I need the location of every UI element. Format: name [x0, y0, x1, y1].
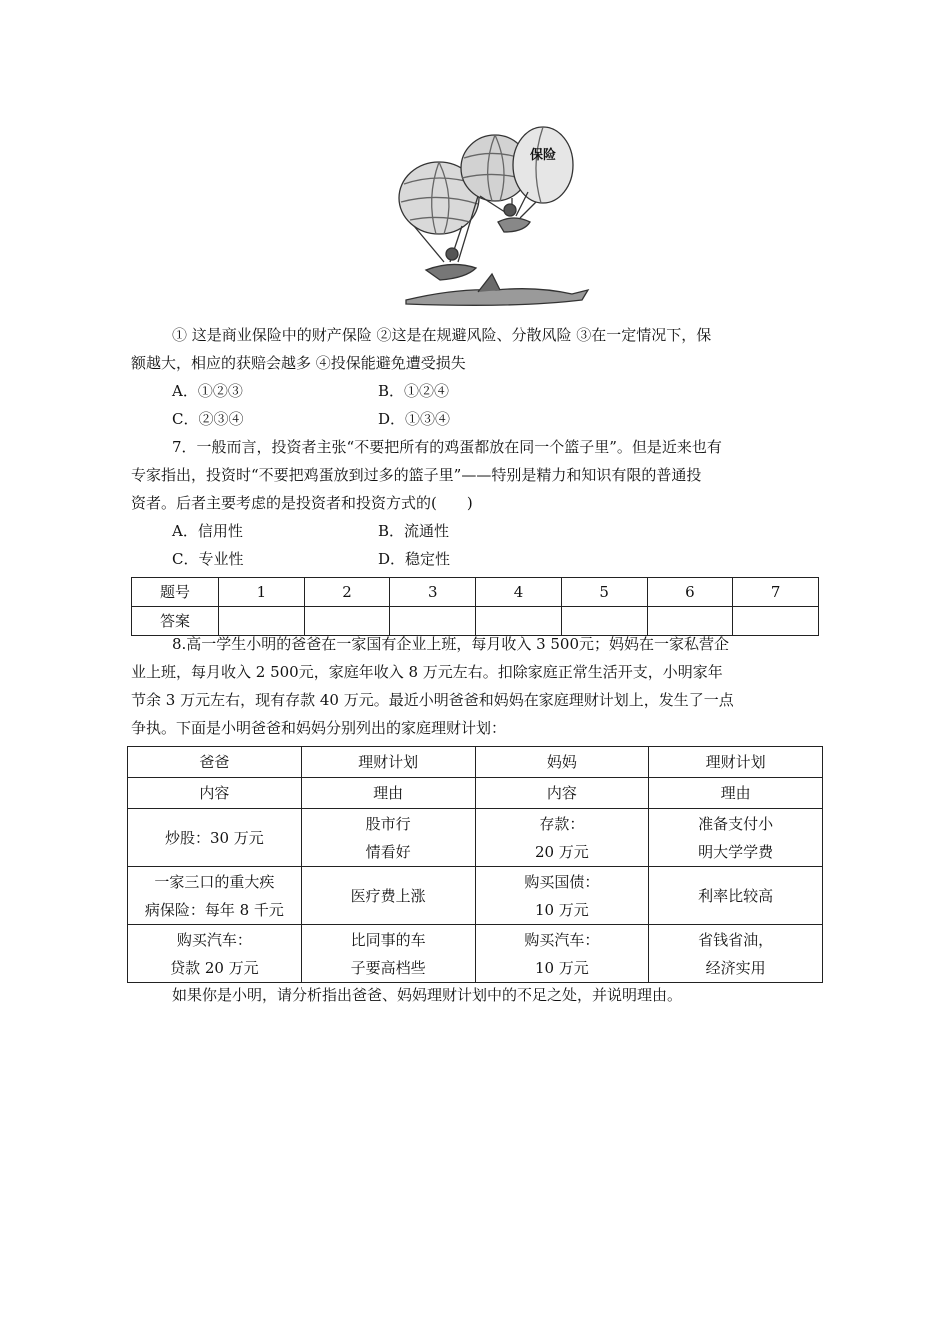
- answer-grid-number: 6: [647, 578, 733, 607]
- plan-header-dad-plan: 理财计划: [301, 747, 475, 778]
- q8-line-1: 8.高一学生小明的爸爸在一家国有企业上班，每月收入 3 500元；妈妈在一家私营企: [172, 635, 730, 653]
- plan-cell-line: 子要高档些: [350, 958, 426, 977]
- plan-cell-line: 利率比较高: [698, 886, 774, 905]
- plan-subheader-reason: 理由: [649, 778, 823, 809]
- plan-subheader-content: 内容: [475, 778, 649, 809]
- q7-line-1: 7．一般而言，投资者主张“不要把所有的鸡蛋都放在同一个篮子里”。但是近来也有: [172, 438, 722, 456]
- plan-cell: [649, 925, 823, 983]
- insurance-balloon-illustration: [396, 122, 592, 310]
- q6-option-d: D．①③④: [378, 410, 451, 428]
- answer-cell[interactable]: [476, 607, 562, 636]
- plan-cell-line: 病保险：每年 8 千元: [144, 900, 284, 919]
- answer-grid-number: 2: [304, 578, 390, 607]
- plan-cell: [649, 809, 823, 867]
- plan-cell: [128, 925, 302, 983]
- plan-header-mom-plan: 理财计划: [649, 747, 823, 778]
- plan-row: [128, 925, 823, 983]
- plan-cell-line: 10 万元: [534, 958, 589, 977]
- answer-cell[interactable]: [733, 607, 819, 636]
- answer-grid-answer-row: [132, 607, 819, 636]
- q8-line-2: 业上班，每月收入 2 500元，家庭年收入 8 万元左右。扣除家庭正常生活开支，小明家年: [131, 663, 723, 681]
- q6-statement-line-1: ① 这是商业保险中的财产保险 ②这是在规避风险、分散风险 ③在一定情况下，保: [172, 326, 712, 344]
- plan-header-mom: 妈妈: [475, 747, 649, 778]
- answer-grid-number: 1: [219, 578, 305, 607]
- plan-cell-line: 省钱省油，: [698, 930, 774, 949]
- answer-cell[interactable]: [304, 607, 390, 636]
- plan-cell-line: 购买汽车：: [524, 930, 600, 949]
- q7-option-c: C．专业性: [172, 550, 244, 568]
- plan-row: [128, 809, 823, 867]
- plan-cell: [475, 867, 649, 925]
- q7-line-3: 资者。后者主要考虑的是投资者和投资方式的( ): [131, 494, 473, 512]
- answer-grid-number: 7: [733, 578, 819, 607]
- q7-option-b: B．流通性: [378, 522, 450, 540]
- plan-cell: [301, 809, 475, 867]
- plan-cell-line: 股市行: [365, 814, 411, 833]
- plan-cell-line: 经济实用: [705, 958, 766, 977]
- plan-header-row: [128, 747, 823, 778]
- plan-cell-line: 购买汽车：: [176, 930, 252, 949]
- plan-cell-line: 存款：: [539, 814, 585, 833]
- answer-grid-number: 4: [476, 578, 562, 607]
- plan-cell: [301, 925, 475, 983]
- plan-cell-line: 购买国债：: [524, 872, 600, 891]
- plan-cell: [649, 867, 823, 925]
- answer-cell[interactable]: [561, 607, 647, 636]
- answer-grid-answer-label: 答案: [132, 607, 219, 636]
- plan-cell-line: 炒股：30 万元: [164, 828, 264, 847]
- q6-statement-line-2: 额越大，相应的获赔会越多 ④投保能避免遭受损失: [131, 354, 466, 372]
- plan-cell-line: 10 万元: [534, 900, 589, 919]
- insurance-balloon-label: 保险: [530, 148, 557, 163]
- plan-cell: [475, 925, 649, 983]
- plan-cell-line: 贷款 20 万元: [170, 958, 259, 977]
- plan-cell: [128, 809, 302, 867]
- answer-grid-header-label: 题号: [132, 578, 219, 607]
- plan-cell: [128, 867, 302, 925]
- plan-subheader-reason: 理由: [301, 778, 475, 809]
- answer-cell[interactable]: [647, 607, 733, 636]
- plan-cell-line: 情看好: [365, 842, 411, 861]
- plan-cell-line: 医疗费上涨: [350, 886, 426, 905]
- answer-cell[interactable]: [390, 607, 476, 636]
- q7-option-d: D．稳定性: [378, 550, 451, 568]
- q7-line-2: 专家指出，投资时“不要把鸡蛋放到过多的篮子里”——特别是精力和知识有限的普通投: [131, 466, 702, 484]
- plan-cell-line: 20 万元: [534, 842, 589, 861]
- q6-option-a: A．①②③: [172, 382, 243, 400]
- plan-subheader-row: [128, 778, 823, 809]
- q7-option-a: A．信用性: [172, 522, 243, 540]
- financial-plan-table: [127, 746, 823, 983]
- q8-line-4: 争执。下面是小明爸爸和妈妈分别列出的家庭理财计划：: [131, 719, 507, 737]
- plan-cell-line: 明大学学费: [698, 842, 774, 861]
- q8-closing-question: 如果你是小明，请分析指出爸爸、妈妈理财计划中的不足之处，并说明理由。: [172, 986, 683, 1004]
- answer-grid-number: 3: [390, 578, 476, 607]
- plan-cell: [475, 809, 649, 867]
- answer-grid-table: [131, 577, 819, 636]
- plan-header-dad: 爸爸: [128, 747, 302, 778]
- plan-cell-line: 一家三口的重大疾: [154, 872, 275, 891]
- plan-cell-line: 比同事的车: [350, 930, 426, 949]
- answer-cell[interactable]: [219, 607, 305, 636]
- q6-option-c: C．②③④: [172, 410, 244, 428]
- plan-cell-line: 准备支付小: [698, 814, 774, 833]
- q6-option-b: B．①②④: [378, 382, 450, 400]
- plan-row: [128, 867, 823, 925]
- answer-grid-number: 5: [561, 578, 647, 607]
- plan-cell: [301, 867, 475, 925]
- answer-grid-header-row: [132, 578, 819, 607]
- plan-subheader-content: 内容: [128, 778, 302, 809]
- q8-line-3: 节余 3 万元左右，现有存款 40 万元。最近小明爸爸和妈妈在家庭理财计划上，发生了一点: [131, 691, 734, 709]
